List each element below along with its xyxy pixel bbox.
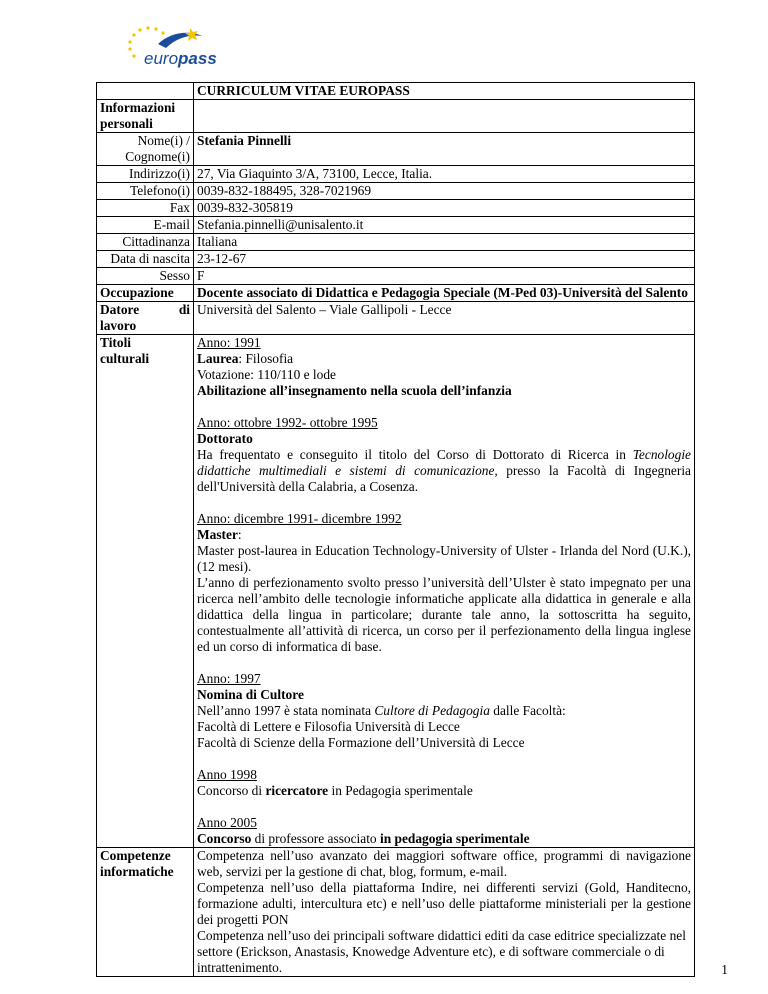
title-entry-cultore: Anno: 1997 Nomina di Cultore Nell’anno 1997 è stata nominata Cultore di Pedagogia dalle Facoltà: Facoltà di Lettere e Filosofia Università di Lecce Facoltà di Scienze della Formazione dell’Università di Lecce bbox=[197, 671, 566, 750]
address-label: Indirizzo(i) bbox=[97, 166, 194, 183]
concorso-row bbox=[97, 831, 695, 848]
citizenship-value: Italiana bbox=[194, 234, 695, 251]
employer-value: Università del Salento – Viale Gallipoli - Lecce bbox=[194, 302, 695, 335]
birth-label: Data di nascita bbox=[97, 251, 194, 268]
name-label: Nome(i) / Cognome(i) bbox=[97, 133, 194, 166]
phone-label: Telefono(i) bbox=[97, 183, 194, 200]
email-label: E-mail bbox=[97, 217, 194, 234]
title-entry-laurea: Anno: 1991 Laurea: Filosofia Votazione: 110/110 e lode Abilitazione all’insegnamento nella scuola dell’infanzia bbox=[197, 335, 512, 398]
address-value: 27, Via Giaquinto 3/A, 73100, Lecce, Italia. bbox=[194, 166, 695, 183]
personal-section-row bbox=[97, 100, 695, 133]
occupation-label: Occupazione bbox=[97, 285, 194, 302]
europass-logo bbox=[120, 22, 230, 72]
personal-section-label: Informazioni personali bbox=[97, 100, 194, 133]
fax-label: Fax bbox=[97, 200, 194, 217]
email-value: Stefania.pinnelli@unisalento.it bbox=[194, 217, 695, 234]
title-row bbox=[97, 83, 695, 100]
title-entry-associato-text: Concorso di professore associato in pedagogia sperimentale bbox=[194, 831, 695, 848]
europass-logo-graphic bbox=[120, 22, 230, 72]
citizenship-row bbox=[97, 234, 695, 251]
titles-content bbox=[194, 335, 695, 832]
page-number: 1 bbox=[721, 962, 728, 977]
employer-label: Datore di lavoro bbox=[97, 302, 194, 335]
employer-row bbox=[97, 302, 695, 335]
name-value: Stefania Pinnelli bbox=[194, 133, 695, 166]
phone-row bbox=[97, 183, 695, 200]
fax-row bbox=[97, 200, 695, 217]
citizenship-label: Cittadinanza bbox=[97, 234, 194, 251]
sex-row bbox=[97, 268, 695, 285]
title-entry-ricercatore: Anno 1998 Concorso di ricercatore in Pedagogia sperimentale bbox=[197, 767, 473, 798]
title-entry-dottorato: Anno: ottobre 1992- ottobre 1995 Dottorato Ha frequentato e conseguito il titolo del Corso di Dottorato di Ricerca in Tecnologie didattiche multimediali e sistemi di comunicazione, presso la Facoltà di Ingegneria dell'Università della Calabria, a Cosenza. bbox=[197, 415, 691, 494]
cv-title: CURRICULUM VITAE EUROPASS bbox=[194, 83, 695, 100]
fax-value: 0039-832-305819 bbox=[194, 200, 695, 217]
occupation-row bbox=[97, 285, 695, 302]
titles-row bbox=[97, 335, 695, 832]
sex-value: F bbox=[194, 268, 695, 285]
logo-text: europass bbox=[144, 49, 217, 68]
it-skills-content: Competenza nell’uso avanzato dei maggiori software office, programmi di navigazione web, servizi per la gestione di chat, blog, formum, e-mail. Competenza nell’uso della piattaforma Indire, nei differenti servizi (Gold, Handitecno, formazione adulti, intercultura etc) e nell’uso delle piattaforme ministeriali per la gestione dei progetti PON Competenza nell’uso dei principali software didattici editi da case editrice specializzate nel settore (Erickson, Anastasis, Knowedge Adventure etc), e di software commerciale o di intrattenimento. bbox=[194, 848, 695, 977]
it-skills-row bbox=[97, 848, 695, 977]
name-row bbox=[97, 133, 695, 166]
cv-table bbox=[96, 82, 695, 977]
title-entry-associato: Anno 2005 bbox=[197, 815, 257, 830]
birth-value: 23-12-67 bbox=[194, 251, 695, 268]
birth-row bbox=[97, 251, 695, 268]
sex-label: Sesso bbox=[97, 268, 194, 285]
email-row bbox=[97, 217, 695, 234]
swoosh-icon bbox=[158, 33, 202, 48]
it-skills-label: Competenze informatiche bbox=[97, 848, 194, 977]
phone-value: 0039-832-188495, 328-7021969 bbox=[194, 183, 695, 200]
address-row bbox=[97, 166, 695, 183]
occupation-value: Docente associato di Didattica e Pedagogia Speciale (M-Ped 03)-Università del Salento bbox=[194, 285, 695, 302]
titles-label: Titoli culturali bbox=[97, 335, 194, 832]
title-entry-master: Anno: dicembre 1991- dicembre 1992 Master: Master post-laurea in Education Technology-University of Ulster - Irlanda del Nord (U.K.), (12 mesi). L’anno di perfezionamento svolto presso l’università dell’Ulster è stato impegnato per una ricerca nell’ambito delle tecnologie informatiche applicate alla didattica in generale e alla didattica della lingua in particolare; durante tale anno, la sottoscritta ha seguito, contestualmente all’attività di ricerca, un corso per il perfezionamento della lingua inglese ed un corso di informatica di base. bbox=[197, 511, 691, 654]
